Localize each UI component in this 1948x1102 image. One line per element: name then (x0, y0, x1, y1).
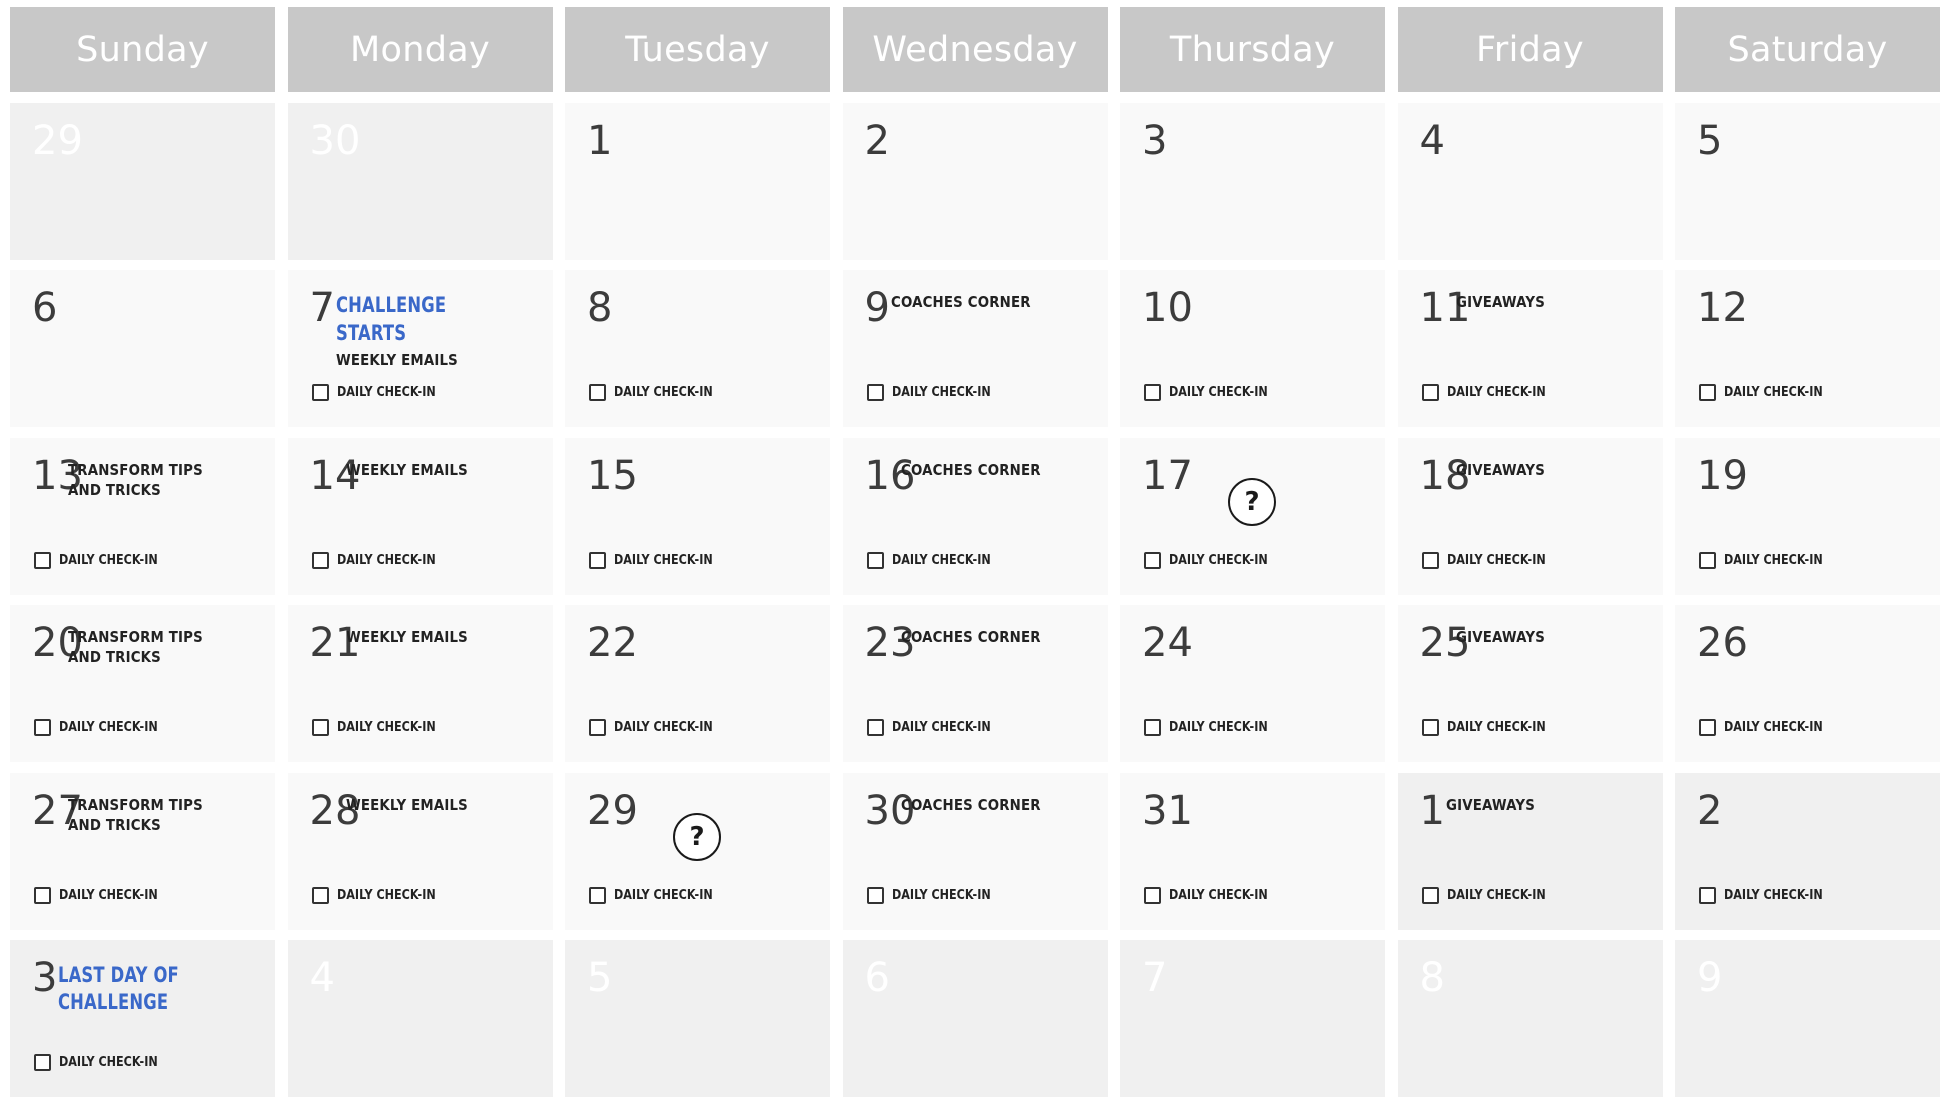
day-cell[interactable] (1675, 438, 1940, 595)
daily-checkin-checkbox[interactable] (1422, 887, 1439, 904)
daily-checkin[interactable] (1422, 384, 1562, 401)
daily-checkin[interactable] (1699, 552, 1839, 569)
daily-checkin-checkbox[interactable] (589, 887, 606, 904)
daily-checkin-label: DAILY CHECK-IN (614, 887, 713, 903)
day-number: 30 (864, 787, 916, 834)
daily-checkin[interactable] (867, 552, 1007, 569)
day-cell[interactable] (1675, 605, 1940, 762)
day-cell[interactable] (843, 438, 1108, 595)
day-cell[interactable] (843, 103, 1108, 260)
day-number: 4 (1419, 118, 1445, 164)
daily-checkin-checkbox[interactable] (312, 887, 329, 904)
day-number: 20 (32, 620, 83, 667)
weekday-header-wednesday: Wednesday (843, 7, 1108, 92)
day-cell[interactable] (288, 270, 553, 427)
daily-checkin-checkbox[interactable] (34, 719, 51, 736)
daily-checkin-checkbox[interactable] (867, 719, 884, 736)
day-cell[interactable] (565, 270, 830, 427)
day-number: 18 (1419, 452, 1471, 499)
day-number: 2 (864, 118, 890, 164)
weekday-header-tuesday: Tuesday (565, 7, 830, 92)
event-label: GIVEAWAYS (1455, 628, 1545, 647)
daily-checkin-checkbox[interactable] (1699, 887, 1716, 904)
day-number: 31 (1142, 787, 1193, 834)
day-cell[interactable] (1398, 773, 1663, 930)
day-number: 8 (587, 285, 613, 332)
event-label: COACHES CORNER (900, 460, 1041, 479)
day-number: 10 (1142, 285, 1193, 332)
event-label: TRANSFORM TIPS AND TRICKS (68, 460, 203, 499)
day-number: 9 (1697, 954, 1723, 1001)
event-label: GIVEAWAYS (1455, 460, 1545, 479)
daily-checkin[interactable] (1699, 384, 1839, 401)
help-icon[interactable]: ? (1228, 478, 1276, 526)
day-cell[interactable] (1120, 773, 1385, 930)
daily-checkin-label: DAILY CHECK-IN (891, 385, 991, 401)
day-number: 6 (32, 285, 58, 332)
day-cell[interactable] (10, 940, 275, 1097)
event-label: GIVEAWAYS (1445, 795, 1535, 814)
event-list (68, 460, 269, 500)
day-cell[interactable] (1675, 773, 1940, 930)
event-list (901, 795, 1102, 815)
daily-checkin[interactable] (312, 719, 452, 736)
day-cell[interactable] (10, 103, 275, 260)
daily-checkin-checkbox[interactable] (1144, 384, 1161, 401)
daily-checkin-checkbox[interactable] (1699, 384, 1716, 401)
daily-checkin-checkbox[interactable] (34, 1054, 51, 1071)
day-cell[interactable] (1398, 438, 1663, 595)
event-label: WEEKLY EMAILS (335, 350, 458, 369)
event-label-highlight: LAST DAY OF CHALLENGE (58, 962, 179, 1015)
event-label: WEEKLY EMAILS (345, 795, 468, 814)
day-number: 11 (1419, 285, 1471, 332)
day-cell[interactable] (10, 270, 275, 427)
daily-checkin-label: DAILY CHECK-IN (614, 385, 713, 401)
day-number: 16 (864, 452, 916, 499)
day-number: 14 (309, 452, 361, 499)
daily-checkin-checkbox[interactable] (867, 552, 884, 569)
daily-checkin-label: DAILY CHECK-IN (1169, 385, 1268, 401)
daily-checkin[interactable] (589, 719, 729, 736)
day-cell[interactable] (1675, 270, 1940, 427)
daily-checkin-checkbox[interactable] (867, 887, 884, 904)
event-list (346, 627, 547, 647)
daily-checkin-checkbox[interactable] (312, 384, 329, 401)
day-number: 28 (309, 787, 361, 834)
day-number: 13 (32, 452, 83, 499)
day-number: 25 (1419, 620, 1471, 667)
weekday-header-saturday: Saturday (1675, 7, 1940, 92)
daily-checkin[interactable] (867, 719, 1007, 736)
event-label: GIVEAWAYS (1455, 293, 1545, 312)
daily-checkin-label: DAILY CHECK-IN (891, 887, 991, 903)
day-number: 29 (587, 787, 638, 834)
day-number: 9 (864, 285, 890, 332)
daily-checkin-label: DAILY CHECK-IN (59, 887, 158, 903)
event-label: TRANSFORM TIPS AND TRICKS (68, 628, 203, 667)
daily-checkin[interactable] (1422, 887, 1562, 904)
daily-checkin-label: DAILY CHECK-IN (891, 720, 991, 736)
day-cell[interactable] (565, 773, 830, 930)
day-number: 17 (1142, 452, 1193, 499)
day-number: 1 (1419, 787, 1445, 834)
day-cell[interactable] (1120, 940, 1385, 1097)
daily-checkin-checkbox[interactable] (34, 887, 51, 904)
event-list (58, 962, 269, 1017)
event-label: COACHES CORNER (900, 628, 1041, 647)
daily-checkin[interactable] (867, 384, 1007, 401)
day-number: 3 (1142, 118, 1168, 164)
day-cell[interactable] (1120, 103, 1385, 260)
event-list (1456, 292, 1657, 312)
day-cell[interactable] (1398, 103, 1663, 260)
daily-checkin[interactable] (1144, 719, 1284, 736)
daily-checkin-label: DAILY CHECK-IN (336, 887, 436, 903)
daily-checkin-checkbox[interactable] (312, 552, 329, 569)
daily-checkin-label: DAILY CHECK-IN (1169, 552, 1268, 568)
daily-checkin-checkbox[interactable] (34, 552, 51, 569)
daily-checkin-label: DAILY CHECK-IN (891, 552, 991, 568)
day-number: 23 (864, 620, 916, 667)
day-cell[interactable] (565, 438, 830, 595)
daily-checkin-checkbox[interactable] (1422, 552, 1439, 569)
daily-checkin-label: DAILY CHECK-IN (336, 720, 436, 736)
day-number: 19 (1697, 452, 1748, 499)
daily-checkin-label: DAILY CHECK-IN (1169, 887, 1268, 903)
event-label-highlight: CHALLENGE STARTS (335, 293, 446, 345)
event-list (891, 292, 1102, 312)
calendar-grid (10, 103, 1940, 1102)
day-cell[interactable] (843, 940, 1108, 1097)
event-list (346, 460, 547, 480)
daily-checkin-checkbox[interactable] (589, 719, 606, 736)
day-cell[interactable] (565, 605, 830, 762)
weekday-header-thursday: Thursday (1120, 7, 1385, 92)
day-cell[interactable] (565, 103, 830, 260)
daily-checkin[interactable] (1699, 719, 1839, 736)
daily-checkin-label: DAILY CHECK-IN (1724, 385, 1823, 401)
daily-checkin-label: DAILY CHECK-IN (1724, 552, 1823, 568)
day-cell[interactable] (288, 103, 553, 260)
daily-checkin-label: DAILY CHECK-IN (614, 552, 713, 568)
daily-checkin-label: DAILY CHECK-IN (614, 720, 713, 736)
day-cell[interactable] (1398, 940, 1663, 1097)
event-list (1446, 795, 1657, 815)
daily-checkin-label: DAILY CHECK-IN (1724, 887, 1823, 903)
day-cell[interactable] (1120, 438, 1385, 595)
day-cell[interactable] (1675, 940, 1940, 1097)
day-number: 30 (309, 118, 361, 164)
weekday-header-row (10, 7, 1940, 92)
day-cell[interactable] (843, 270, 1108, 427)
daily-checkin-checkbox[interactable] (1422, 719, 1439, 736)
day-cell[interactable] (10, 605, 275, 762)
daily-checkin[interactable] (589, 887, 729, 904)
daily-checkin-label: DAILY CHECK-IN (1724, 720, 1823, 736)
daily-checkin-label: DAILY CHECK-IN (59, 720, 158, 736)
event-list (1456, 460, 1657, 480)
daily-checkin-label: DAILY CHECK-IN (1169, 720, 1268, 736)
day-number: 1 (587, 118, 613, 164)
event-list (346, 795, 547, 815)
daily-checkin[interactable] (1422, 719, 1562, 736)
day-number: 2 (1697, 787, 1723, 834)
daily-checkin-label: DAILY CHECK-IN (1446, 552, 1546, 568)
daily-checkin-label: DAILY CHECK-IN (59, 552, 158, 568)
day-cell[interactable] (1120, 270, 1385, 427)
day-number: 29 (32, 118, 83, 164)
daily-checkin-checkbox[interactable] (1144, 887, 1161, 904)
daily-checkin[interactable] (1144, 552, 1284, 569)
daily-checkin-checkbox[interactable] (589, 552, 606, 569)
day-cell[interactable] (1675, 103, 1940, 260)
day-cell[interactable] (288, 605, 553, 762)
daily-checkin[interactable] (312, 887, 452, 904)
weekday-header-monday: Monday (288, 7, 553, 92)
daily-checkin[interactable] (34, 887, 174, 904)
daily-checkin[interactable] (34, 719, 174, 736)
event-label: TRANSFORM TIPS AND TRICKS (68, 795, 203, 834)
daily-checkin-checkbox[interactable] (589, 384, 606, 401)
daily-checkin[interactable] (34, 552, 174, 569)
daily-checkin-label: DAILY CHECK-IN (59, 1054, 158, 1070)
day-cell[interactable] (1120, 605, 1385, 762)
daily-checkin[interactable] (312, 552, 452, 569)
day-number: 15 (587, 452, 638, 499)
daily-checkin[interactable] (867, 887, 1007, 904)
daily-checkin-checkbox[interactable] (1144, 719, 1161, 736)
event-label: COACHES CORNER (890, 293, 1031, 312)
day-number: 4 (309, 954, 335, 1001)
day-number: 6 (864, 954, 890, 1001)
event-list (336, 292, 547, 370)
daily-checkin-checkbox[interactable] (1422, 384, 1439, 401)
day-cell[interactable] (1398, 270, 1663, 427)
daily-checkin-label: DAILY CHECK-IN (1446, 385, 1546, 401)
daily-checkin[interactable] (589, 384, 729, 401)
day-number: 8 (1419, 954, 1445, 1001)
day-number: 5 (587, 954, 613, 1001)
weekday-header-sunday: Sunday (10, 7, 275, 92)
day-cell[interactable] (843, 605, 1108, 762)
day-number: 7 (1142, 954, 1168, 1001)
daily-checkin-label: DAILY CHECK-IN (336, 385, 436, 401)
daily-checkin[interactable] (1144, 384, 1284, 401)
day-number: 27 (32, 787, 83, 834)
day-number: 24 (1142, 620, 1193, 667)
day-number: 26 (1697, 620, 1748, 667)
daily-checkin-checkbox[interactable] (1699, 552, 1716, 569)
daily-checkin[interactable] (1144, 887, 1284, 904)
daily-checkin[interactable] (312, 384, 452, 401)
daily-checkin[interactable] (34, 1054, 174, 1071)
day-number: 5 (1697, 118, 1723, 164)
daily-checkin-checkbox[interactable] (312, 719, 329, 736)
daily-checkin[interactable] (589, 552, 729, 569)
event-list (68, 627, 269, 667)
event-label: WEEKLY EMAILS (345, 628, 468, 647)
daily-checkin-checkbox[interactable] (867, 384, 884, 401)
day-cell[interactable] (10, 438, 275, 595)
day-cell[interactable] (288, 773, 553, 930)
day-number: 21 (309, 620, 361, 667)
day-number: 3 (32, 954, 58, 1001)
daily-checkin[interactable] (1699, 887, 1839, 904)
event-list (901, 460, 1102, 480)
daily-checkin-checkbox[interactable] (1699, 719, 1716, 736)
daily-checkin-checkbox[interactable] (1144, 552, 1161, 569)
daily-checkin[interactable] (1422, 552, 1562, 569)
day-cell[interactable] (288, 438, 553, 595)
day-cell[interactable] (843, 773, 1108, 930)
day-cell[interactable] (565, 940, 830, 1097)
event-label: WEEKLY EMAILS (345, 460, 468, 479)
event-list (68, 795, 269, 835)
day-cell[interactable] (1398, 605, 1663, 762)
help-icon[interactable]: ? (673, 813, 721, 861)
event-list (901, 627, 1102, 647)
event-list (1456, 627, 1657, 647)
event-label: COACHES CORNER (900, 795, 1041, 814)
weekday-header-friday: Friday (1398, 7, 1663, 92)
day-number: 22 (587, 620, 638, 667)
day-number: 7 (309, 285, 335, 332)
daily-checkin-label: DAILY CHECK-IN (1446, 887, 1546, 903)
day-number: 12 (1697, 285, 1748, 332)
day-cell[interactable] (288, 940, 553, 1097)
daily-checkin-label: DAILY CHECK-IN (336, 552, 436, 568)
daily-checkin-label: DAILY CHECK-IN (1446, 720, 1546, 736)
day-cell[interactable] (10, 773, 275, 930)
